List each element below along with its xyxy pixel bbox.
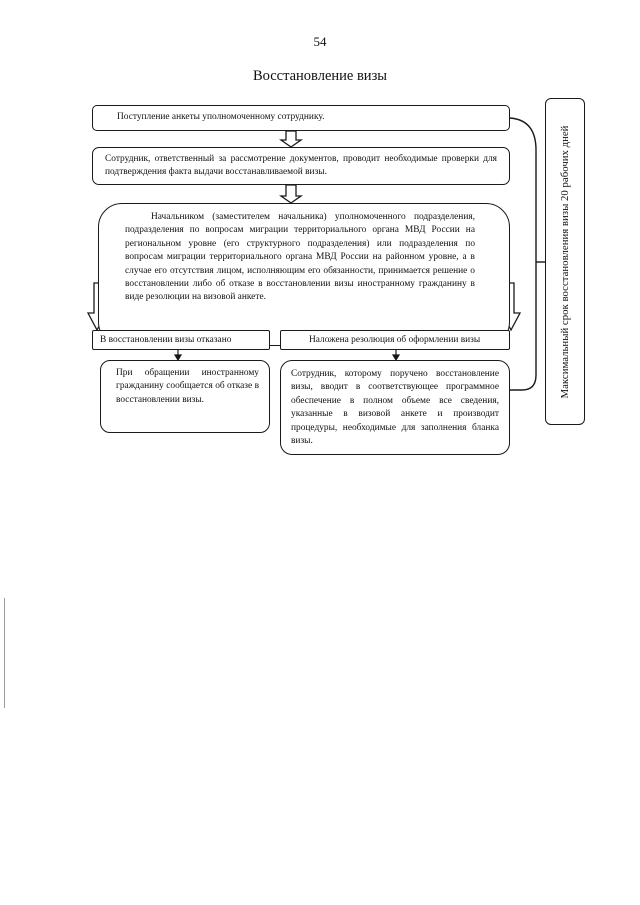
refused-outcome: В восстановлении визы отказано <box>92 330 270 350</box>
decision-step <box>98 203 510 346</box>
arrow-submission-to-check <box>281 131 301 147</box>
timeframe-bracket <box>510 118 536 390</box>
margin-line <box>4 598 5 708</box>
page-title: Восстановление визы <box>252 68 388 84</box>
enter-data-step: Сотрудник, которому поручено восстановление визы, вводит в соответствующее программное обеспечение в полном объеме все сведения, указанные в визовой анкете и производит процедуры, необходимые для заполнения бланка визы. <box>280 360 510 455</box>
timeframe-label: Максимальный срок восстановления визы 20 рабочих дней <box>559 125 571 398</box>
inform-refusal-step: При обращении иностранному гражданину сообщается об отказе в восстановлении визы. <box>100 360 270 433</box>
approved-outcome: Наложена резолюция об оформлении визы <box>280 330 510 350</box>
timeframe-box <box>545 98 585 425</box>
arrow-check-to-decision <box>281 185 301 203</box>
submission-step: Поступление анкеты уполномоченному сотруднику. <box>92 105 510 131</box>
decision-text: Начальником (заместителем начальника) уполномоченного подразделения, подразделения по вопросам миграции территориального органа МВД России на региональном уровне (его структурного подразделения) или подразделения по вопросам миграции территориального органа МВД России на районном уровне, а в случае его отсутствия лицом, исполняющим его обязанности, принимается решение о восстановлении либо об отказе в восстановлении визы иностранному гражданину в виде резолюции на визовой анкете. <box>125 212 475 303</box>
page-number: 54 <box>313 34 327 49</box>
document-check-step: Сотрудник, ответственный за рассмотрение документов, проводит необходимые проверки для подтверждения факта выдачи восстанавливаемой визы. <box>92 147 510 185</box>
